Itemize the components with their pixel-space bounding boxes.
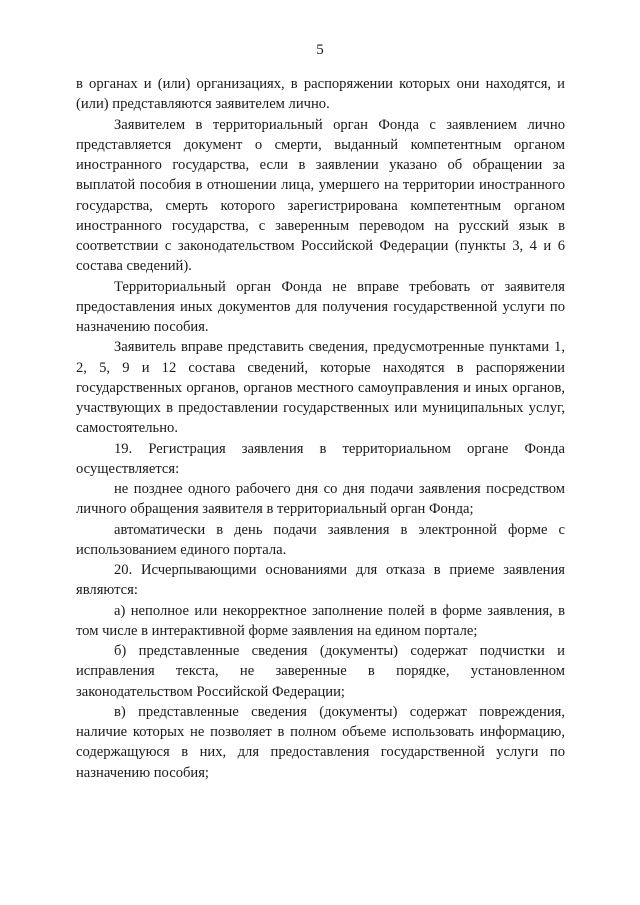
paragraph-applicant-right: Заявитель вправе представить сведения, предусмотренные пунктами 1, 2, 5, 9 и 12 состава сведений, которые находятся в распоряжении государственных органов, органов местного самоуправления и иных органов, участвующих в предоставлении государственных или муниципальных услуг, самостоятельно.	[76, 339, 565, 437]
paragraph-20-grounds: 20. Исчерпывающими основаниями для отказа в приеме заявления являются:	[76, 562, 565, 599]
paragraph-no-extra-documents: Территориальный орган Фонда не вправе требовать от заявителя предоставления иных документов для получения государственной услуги по назначению пособия.	[76, 278, 565, 335]
paragraph-19-personal: не позднее одного рабочего дня со дня подачи заявления посредством личного обращения заявителя в территориальный орган Фонда;	[76, 481, 565, 518]
paragraph-continuation: в органах и (или) организациях, в распоряжении которых они находятся, и (или) представляются заявителем лично.	[76, 76, 565, 113]
paragraph-20-b: б) представленные сведения (документы) содержат подчистки и исправления текста, не заверенные в порядке, установленном законодательством Российской Федерации;	[76, 643, 565, 700]
paragraph-19-electronic: автоматически в день подачи заявления в электронной форме с использованием единого портала.	[76, 521, 565, 558]
paragraph-death-document: Заявителем в территориальный орган Фонда с заявлением лично представляется документ о смерти, выданный компетентным органом иностранного государства, если в заявлении указано об обращении за выплатой пособия в отношении лица, умершего на территории иностранного государства, смерть которого зарегистрирована компетентным органом иностранного государства, с заверенным переводом на русский язык в соответствии с законодательством Российской Федерации (пункты 3, 4 и 6 состава сведений).	[76, 116, 565, 275]
paragraph-20-a: а) неполное или некорректное заполнение полей в форме заявления, в том числе в интерактивной форме заявления на едином портале;	[76, 602, 565, 639]
paragraph-20-v: в) представленные сведения (документы) содержат повреждения, наличие которых не позволяет в полном объеме использовать информацию, содержащуюся в них, для предоставления государственной услуги по назначению пособия;	[76, 703, 565, 781]
document-body	[76, 74, 565, 783]
paragraph-19-registration: 19. Регистрация заявления в территориальном органе Фонда осуществляется:	[76, 440, 565, 477]
page-number: 5	[316, 42, 324, 58]
